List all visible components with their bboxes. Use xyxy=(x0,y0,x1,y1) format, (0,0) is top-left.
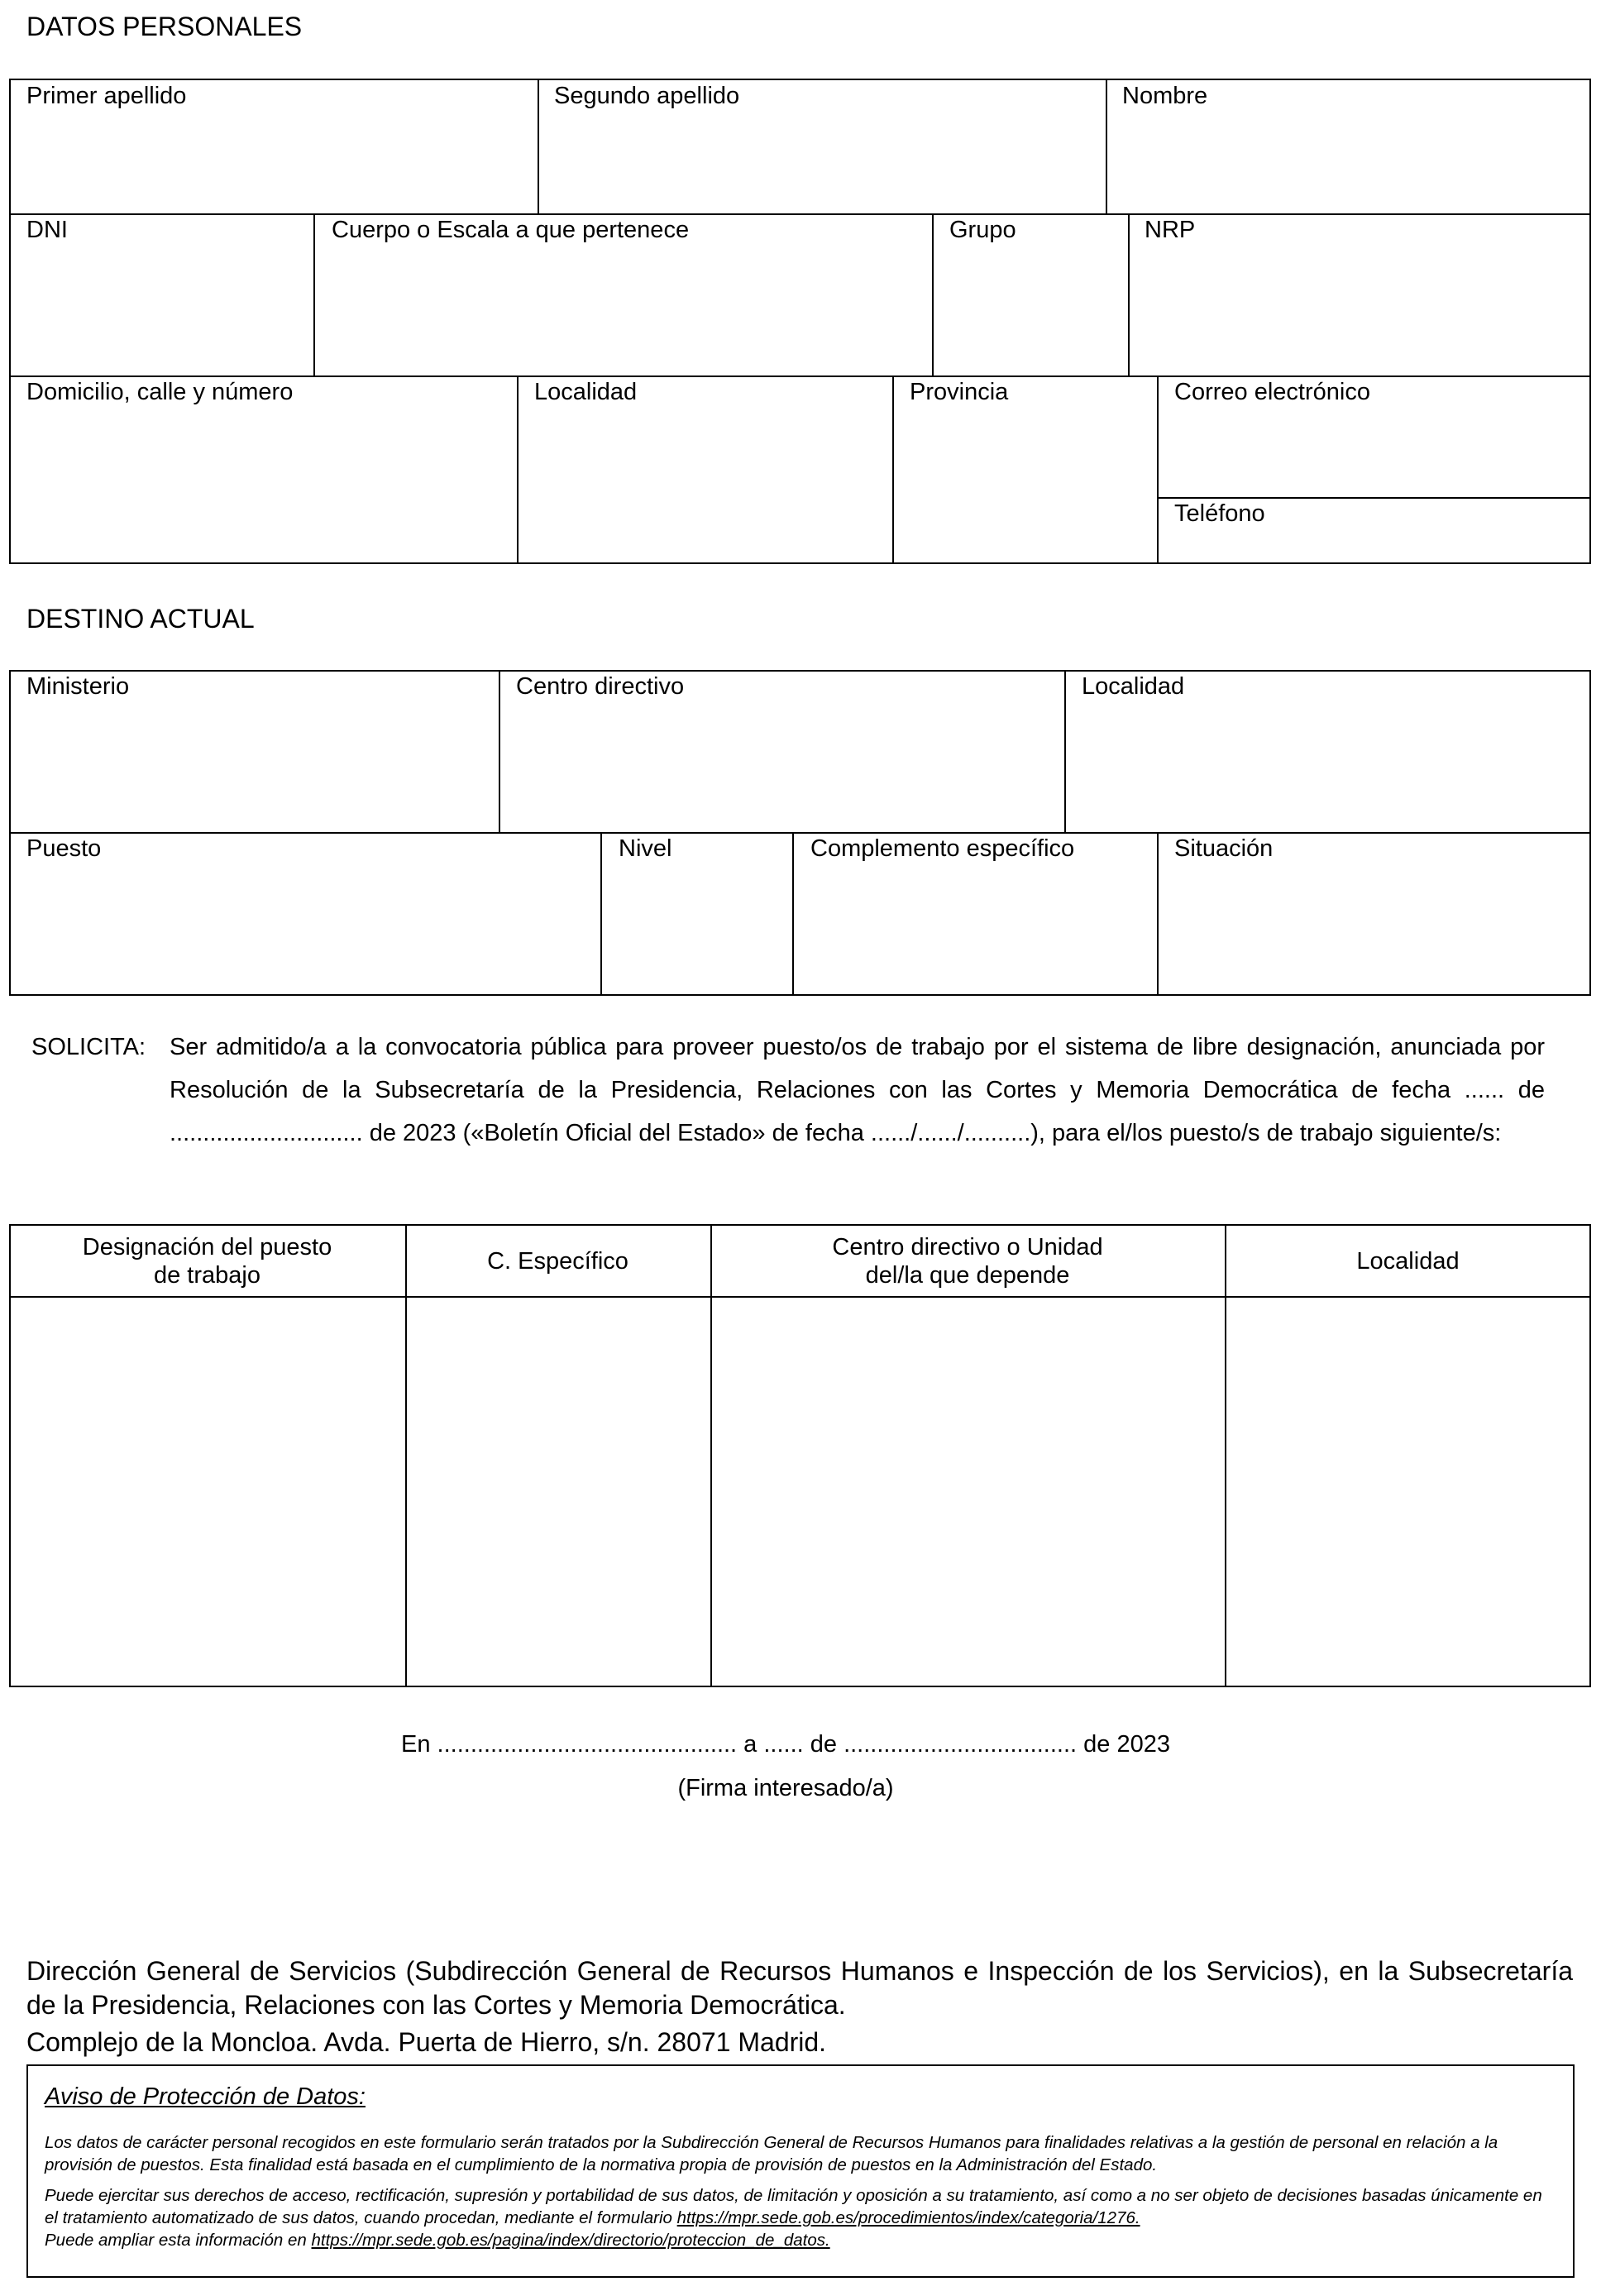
aviso-title: Aviso de Protección de Datos: xyxy=(45,2083,366,2110)
solicita-label: SOLICITA: xyxy=(31,1034,146,1060)
solicita-text: Ser admitido/a a la convocatoria pública para proveer puesto/os de trabajo por el sistema de libre designación, anunciada por Resolución de la Subsecretaría de la Presidencia, Relaciones con las Cortes y Memoria Democrática de fecha ...... de ............................. de 2023 («Boletín Oficial del Estado» de fecha ....../....../..........), para el/los puesto/s de trabajo siguiente/s: xyxy=(170,1034,1545,1146)
col-divider xyxy=(538,79,539,213)
field-cuerpo-escala[interactable]: Cuerpo o Escala a que pertenece xyxy=(332,217,690,243)
col-divider xyxy=(517,375,519,564)
field-correo-electronico[interactable]: Correo electrónico xyxy=(1174,379,1370,405)
col-divider xyxy=(1106,79,1107,213)
aviso-paragraph-1: Los datos de carácter personal recogidos en este formulario serán tratados por la Subdirección General de Recursos Humanos para finalidades relativas a la gestión de personal en relación a la provisión de puestos. Esta finalidad está basada en el cumplimiento de la normativa propia de provisión de puestos en la Administración del Estado. xyxy=(45,2133,1498,2174)
aviso-paragraph-3 xyxy=(45,2229,1554,2251)
header-line: C. Específico xyxy=(487,1247,628,1275)
col-divider xyxy=(1064,670,1066,832)
row-divider xyxy=(9,832,1591,834)
field-localidad-destino[interactable]: Localidad xyxy=(1082,673,1185,700)
header-line: Designación del puesto xyxy=(82,1233,332,1260)
cell-c-especifico[interactable] xyxy=(407,1298,709,1686)
col-divider xyxy=(499,670,500,832)
field-situacion[interactable]: Situación xyxy=(1174,835,1274,862)
col-divider xyxy=(892,375,894,564)
column-header-designacion xyxy=(9,1226,405,1296)
col-divider xyxy=(1157,375,1159,564)
proteccion-datos-link[interactable]: https://mpr.sede.gob.es/pagina/index/directorio/proteccion_de_datos. xyxy=(311,2231,830,2250)
field-complemento-especifico[interactable]: Complemento específico xyxy=(810,835,1075,862)
column-header-centro-directivo xyxy=(710,1226,1225,1296)
lugar-fecha-line[interactable]: En ............................................. a ...... de ................................... de 2023 xyxy=(401,1731,1170,1758)
aviso-paragraph-2 xyxy=(45,2184,1554,2229)
complejo-text: Complejo de la Moncloa. Avda. Puerta de Hierro, s/n. 28071 Madrid. xyxy=(26,2027,827,2057)
column-header-c-especifico xyxy=(405,1226,710,1296)
field-primer-apellido[interactable]: Primer apellido xyxy=(26,83,187,109)
field-localidad[interactable]: Localidad xyxy=(534,379,638,405)
col-divider xyxy=(1128,213,1130,375)
procedimientos-link[interactable]: https://mpr.sede.gob.es/procedimientos/index/categoria/1276. xyxy=(676,2208,1140,2227)
col-divider xyxy=(792,832,794,996)
col-divider xyxy=(932,213,934,375)
field-centro-directivo[interactable]: Centro directivo xyxy=(516,673,685,700)
field-segundo-apellido[interactable]: Segundo apellido xyxy=(554,83,740,109)
cell-centro-directivo[interactable] xyxy=(712,1298,1223,1686)
header-line: de trabajo xyxy=(153,1261,260,1289)
field-provincia[interactable]: Provincia xyxy=(910,379,1009,405)
cell-designacion[interactable] xyxy=(11,1298,404,1686)
datos-personales-border xyxy=(9,79,1591,564)
col-divider xyxy=(600,832,602,996)
aviso-p3-text: Puede ampliar esta información en xyxy=(45,2231,307,2250)
row-divider xyxy=(1157,497,1591,499)
field-nombre[interactable]: Nombre xyxy=(1122,83,1208,109)
field-puesto[interactable]: Puesto xyxy=(26,835,102,862)
cell-localidad[interactable] xyxy=(1226,1298,1589,1686)
firma-label: (Firma interesado/a) xyxy=(677,1775,894,1801)
row-divider xyxy=(9,213,1591,215)
direccion-text: Dirección General de Servicios (Subdirección General de Recursos Humanos e Inspección de los Servicios), en la Subsecretaría de la Presidencia, Relaciones con las Cortes y Memoria Democrática. xyxy=(26,1956,1573,2020)
field-grupo[interactable]: Grupo xyxy=(949,217,1016,243)
row-divider xyxy=(9,375,1591,377)
header-line: Localidad xyxy=(1356,1247,1460,1275)
col-divider xyxy=(313,213,315,375)
aviso-p2-text: Puede ejercitar sus derechos de acceso, rectificación, supresión y portabilidad de sus datos, de limitación y oposición a su tratamiento, así como a no ser objeto de decisiones basadas únicamente en el tratamiento automatizado de sus datos, cuando procedan, mediante el formulario xyxy=(45,2186,1542,2227)
field-nrp[interactable]: NRP xyxy=(1145,217,1196,243)
field-nivel[interactable]: Nivel xyxy=(619,835,672,862)
column-header-localidad xyxy=(1225,1226,1591,1296)
section-heading-datos-personales: DATOS PERSONALES xyxy=(26,12,303,41)
section-heading-destino-actual: DESTINO ACTUAL xyxy=(26,604,255,634)
field-ministerio[interactable]: Ministerio xyxy=(26,673,130,700)
header-line: del/la que depende xyxy=(865,1261,1070,1289)
header-line: Centro directivo o Unidad xyxy=(832,1233,1103,1260)
field-domicilio[interactable]: Domicilio, calle y número xyxy=(26,379,294,405)
field-telefono[interactable]: Teléfono xyxy=(1174,500,1265,527)
field-dni[interactable]: DNI xyxy=(26,217,68,243)
col-divider xyxy=(1157,832,1159,996)
